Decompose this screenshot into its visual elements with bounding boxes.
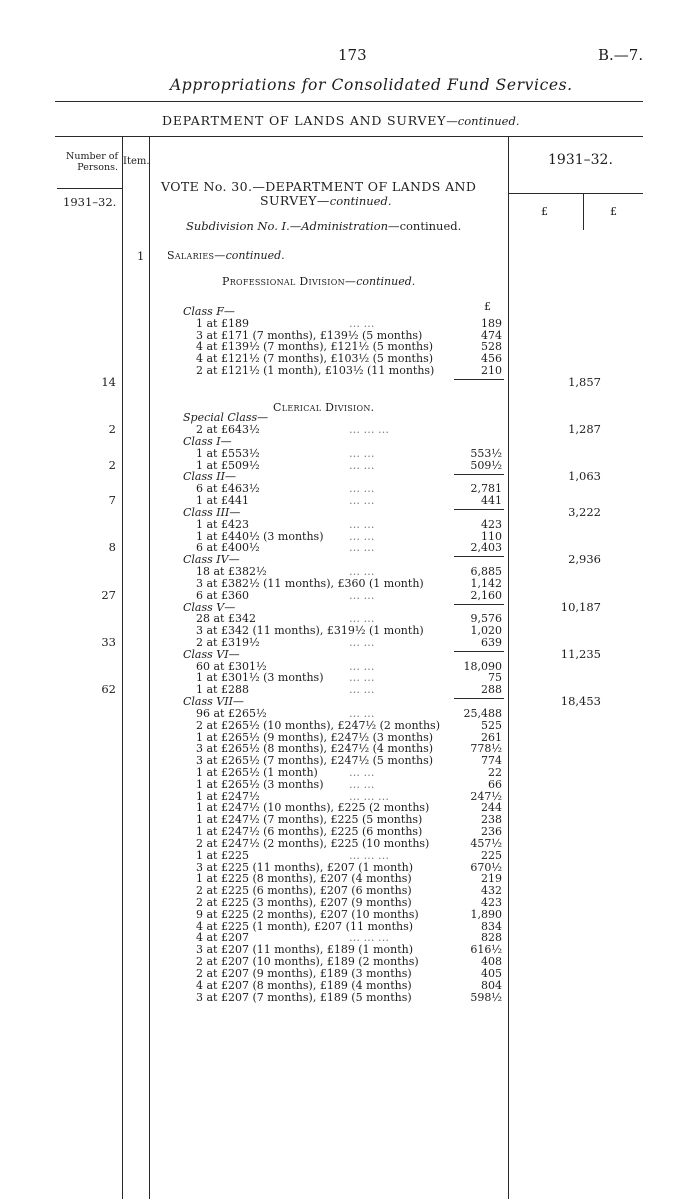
class-total: 18,453 (560, 694, 601, 709)
amount-value: 774 (481, 754, 502, 768)
class-total: 2,936 (568, 552, 601, 567)
amount-value: 441 (481, 494, 502, 508)
salary-description: 4 at £139½ (7 months), £121½ (5 months) (196, 340, 433, 354)
class-total: 10,187 (560, 599, 601, 614)
year-heading: 1931–32. (548, 152, 613, 168)
pound-column-a: £ (541, 205, 548, 218)
vote-title-line1: VOTE No. 30.—DEPARTMENT OF LANDS AND (161, 179, 477, 194)
salary-description: 2 at £247½ (2 months), £225 (10 months) (196, 836, 430, 850)
class-label: Class IV— (183, 553, 240, 567)
amount-value: 474 (481, 328, 502, 342)
salary-description: 1 at £553½ (196, 446, 260, 460)
salary-row (0, 401, 700, 413)
salary-row (0, 389, 700, 401)
class-heading-row (0, 646, 700, 661)
salary-description: 3 at £342 (11 months), £319½ (1 month) (196, 624, 424, 638)
amount-value: 432 (481, 884, 502, 898)
amount-value: 456 (481, 352, 502, 366)
year-heading-rule (509, 193, 643, 194)
salary-row (0, 318, 700, 330)
salary-description: 2 at £265½ (10 months), £247½ (2 months) (196, 718, 440, 732)
amount-value: 1,890 (470, 907, 502, 921)
salary-description: 1 at £189 (196, 316, 249, 330)
salary-row (0, 992, 700, 1004)
number-of-persons: 2 (108, 422, 116, 437)
amount-value: 598½ (470, 990, 502, 1004)
leader-dots: … … (349, 683, 375, 697)
class-total: 3,222 (568, 504, 601, 519)
salary-description: 2 at £225 (3 months), £207 (9 months) (196, 896, 412, 909)
leader-dots: … … (349, 494, 375, 508)
amount-value: 778½ (470, 742, 502, 756)
salaries-cont: continued. (225, 249, 285, 262)
salary-description: 4 at £225 (1 month), £207 (11 months) (196, 919, 414, 933)
amount-value: 804 (481, 978, 502, 992)
salary-description: 1 at £423 (196, 517, 249, 531)
salary-description: 4 at £207 (8 months), £189 (4 months) (196, 978, 412, 992)
amount-value: 189 (481, 316, 502, 330)
amount-value: 423 (481, 517, 502, 531)
amount-value: 834 (481, 919, 502, 933)
amount-value: 244 (481, 801, 502, 815)
page-title: Appropriations for Consolidated Fund Services. (170, 76, 573, 94)
leader-dots: … … (349, 706, 375, 720)
vote-title-line2 (260, 193, 392, 208)
salary-row (0, 424, 700, 436)
salary-description: 2 at £225 (6 months), £207 (6 months) (196, 884, 412, 898)
salary-description: 1 at £265½ (1 month) (196, 765, 318, 779)
amount-value: 66 (488, 777, 502, 791)
item-number: 1 (137, 249, 145, 263)
amount-value: 553½ (470, 446, 502, 460)
salary-description: 1 at £247½ (10 months), £225 (2 months) (196, 801, 430, 815)
salary-row (0, 909, 700, 921)
amount-value: 22 (488, 765, 502, 779)
salary-description: 1 at £440½ (3 months) (196, 529, 324, 543)
pound-amount-column: £ (484, 300, 491, 313)
class-label: Class III— (183, 505, 241, 519)
salary-description: 1 at £288 (196, 683, 249, 697)
amount-value: 6,885 (470, 565, 502, 579)
department-name: DEPARTMENT OF LANDS AND SURVEY (162, 113, 447, 128)
number-of-persons: 62 (101, 682, 116, 697)
salary-description: 2 at £207 (9 months), £189 (3 months) (196, 966, 412, 980)
number-of-persons: 7 (108, 493, 116, 508)
salary-description: 2 at £207 (10 months), £189 (2 months) (196, 955, 419, 969)
amount-value: 2,160 (470, 588, 502, 602)
class-label: Special Class— (183, 411, 269, 425)
amount-value: 18,090 (463, 659, 502, 673)
salary-description: 60 at £301½ (196, 659, 267, 673)
amount-value: 219 (481, 872, 502, 886)
amount-value: 210 (481, 364, 502, 378)
salary-description: 1 at £225 (196, 848, 249, 862)
vote-title-line2-cont: continued. (329, 194, 392, 208)
leader-dots: … … (349, 765, 375, 779)
amount-value: 828 (481, 931, 502, 945)
amount-value: 25,488 (463, 706, 502, 720)
class-label: Class V— (183, 600, 236, 614)
salary-description: 3 at £207 (11 months), £189 (1 month) (196, 943, 414, 957)
professional-division-heading (222, 275, 415, 288)
salary-description: 1 at £509½ (196, 458, 260, 472)
amount-value: 247½ (470, 789, 502, 803)
class-label: Class F— (183, 305, 235, 318)
leader-dots: … … (349, 529, 375, 543)
amount-value: 525 (481, 718, 502, 732)
document-reference: B.—7. (598, 46, 644, 64)
salary-description: 4 at £207 (196, 931, 249, 945)
leader-dots: … … … (349, 423, 389, 437)
salary-row (0, 519, 700, 531)
subtotal-column-rule (583, 194, 584, 230)
subdivision-heading (186, 219, 461, 233)
salary-description: 6 at £360 (196, 588, 249, 602)
class-total: 1,287 (568, 422, 601, 437)
amount-value: 2,781 (470, 482, 502, 496)
salary-description: 28 at £342 (196, 612, 256, 626)
header-rule (55, 101, 643, 102)
leader-dots: … … (349, 777, 375, 791)
salary-description: 1 at £265½ (3 months) (196, 777, 324, 791)
salary-row (0, 374, 700, 389)
salary-description: 3 at £225 (11 months), £207 (1 month) (196, 860, 414, 874)
salary-row (0, 779, 700, 791)
number-of-persons: 8 (108, 540, 116, 555)
salary-description: 6 at £463½ (196, 482, 260, 496)
page-number: 173 (338, 46, 367, 64)
number-of-persons: 2 (108, 457, 116, 472)
amount-value: 616½ (470, 943, 502, 957)
leader-dots: … … (349, 541, 375, 555)
salary-description: 18 at £382½ (196, 565, 267, 579)
leader-dots: … … (349, 458, 375, 472)
leader-dots: … … (349, 446, 375, 460)
leader-dots: … … (349, 635, 375, 649)
leader-dots: … … (349, 316, 375, 330)
amount-value: 2,403 (470, 541, 502, 555)
department-suffix: —continued. (446, 114, 520, 128)
amount-value: 405 (481, 966, 502, 980)
salary-description: 1 at £301½ (3 months) (196, 671, 324, 685)
subdivision-cont: continued. (399, 219, 462, 233)
item-heading: Item. (123, 156, 150, 167)
amount-value: 225 (481, 848, 502, 862)
class-total: 1,063 (568, 469, 601, 484)
number-of-persons: 27 (101, 587, 116, 602)
salary-description: 3 at £382½ (11 months), £360 (1 month) (196, 576, 424, 590)
number-of-persons: 33 (101, 634, 116, 649)
number-of-persons-heading: Number of Persons. (66, 151, 118, 173)
clerical-division-heading: Clerical Division. (273, 400, 375, 414)
salary-description: 3 at £265½ (7 months), £247½ (5 months) (196, 754, 433, 768)
salary-description: 1 at £247½ (6 months), £225 (6 months) (196, 825, 423, 839)
leader-dots: … … (349, 517, 375, 531)
leader-dots: … … (349, 588, 375, 602)
amount-value: 9,576 (470, 612, 502, 626)
salary-description: 3 at £265½ (8 months), £247½ (4 months) (196, 742, 433, 756)
professional-cont: continued. (356, 275, 416, 288)
salary-description: 3 at £171 (7 months), £139½ (5 months) (196, 328, 423, 342)
salary-description: 6 at £400½ (196, 541, 260, 555)
salary-description: 2 at £121½ (1 month), £103½ (11 months) (196, 364, 435, 378)
salary-description: 1 at £225 (8 months), £207 (4 months) (196, 872, 412, 886)
number-of-persons: 14 (101, 374, 116, 389)
salary-description: 3 at £207 (7 months), £189 (5 months) (196, 990, 412, 1004)
pound-column-b: £ (610, 205, 617, 218)
class-total: 1,857 (568, 374, 601, 389)
salary-description: 96 at £265½ (196, 706, 267, 720)
professional-text: Professional Division— (222, 275, 357, 288)
salary-description: 1 at £441 (196, 494, 249, 508)
amount-value: 288 (481, 683, 502, 697)
amount-value: 1,020 (470, 624, 502, 638)
amount-value: 75 (488, 671, 502, 685)
class-label: Class II— (183, 470, 236, 484)
amount-value: 110 (481, 529, 502, 543)
amount-value: 423 (481, 896, 502, 909)
amount-value: 528 (481, 340, 502, 354)
subdivision-text: Subdivision No. I.—Administration— (186, 219, 400, 233)
amount-value: 261 (481, 730, 502, 744)
department-heading (162, 113, 520, 128)
amount-value: 670½ (470, 860, 502, 874)
leader-dots: … … … (349, 848, 389, 862)
salary-description: 2 at £643½ (196, 423, 260, 437)
class-total: 11,235 (560, 646, 601, 661)
salary-description: 4 at £121½ (7 months), £103½ (5 months) (196, 352, 433, 366)
salary-description: 9 at £225 (2 months), £207 (10 months) (196, 907, 419, 921)
salary-description: 1 at £247½ (7 months), £225 (5 months) (196, 813, 423, 827)
salary-row (0, 980, 700, 992)
salaries-heading (167, 249, 285, 262)
leader-dots: … … … (349, 789, 389, 803)
amount-value: 1,142 (470, 576, 502, 590)
leader-dots: … … … (349, 931, 389, 945)
amount-value: 639 (481, 635, 502, 649)
amount-value: 236 (481, 825, 502, 839)
class-label: Class VII— (183, 695, 244, 709)
salaries-text: Salaries— (167, 249, 226, 262)
amount-value: 238 (481, 813, 502, 827)
leader-dots: … … (349, 482, 375, 496)
leader-dots: … … (349, 671, 375, 685)
leader-dots: … … (349, 659, 375, 673)
amount-value: 408 (481, 955, 502, 969)
amount-value: 457½ (470, 836, 502, 850)
salary-description: 2 at £319½ (196, 635, 260, 649)
salary-row (0, 720, 700, 732)
amount-value: 509½ (470, 458, 502, 472)
leader-dots: … … (349, 565, 375, 579)
salary-description: 1 at £265½ (9 months), £247½ (3 months) (196, 730, 433, 744)
salary-description: 1 at £247½ (196, 789, 260, 803)
number-heading-rule (57, 188, 122, 189)
salary-row (0, 850, 700, 862)
left-year: 1931–32. (63, 195, 117, 209)
class-label: Class I— (183, 435, 232, 449)
vote-title-line2-text: SURVEY— (260, 193, 330, 208)
leader-dots: … … (349, 612, 375, 626)
table-top-rule (55, 136, 643, 137)
class-label: Class VI— (183, 647, 240, 661)
